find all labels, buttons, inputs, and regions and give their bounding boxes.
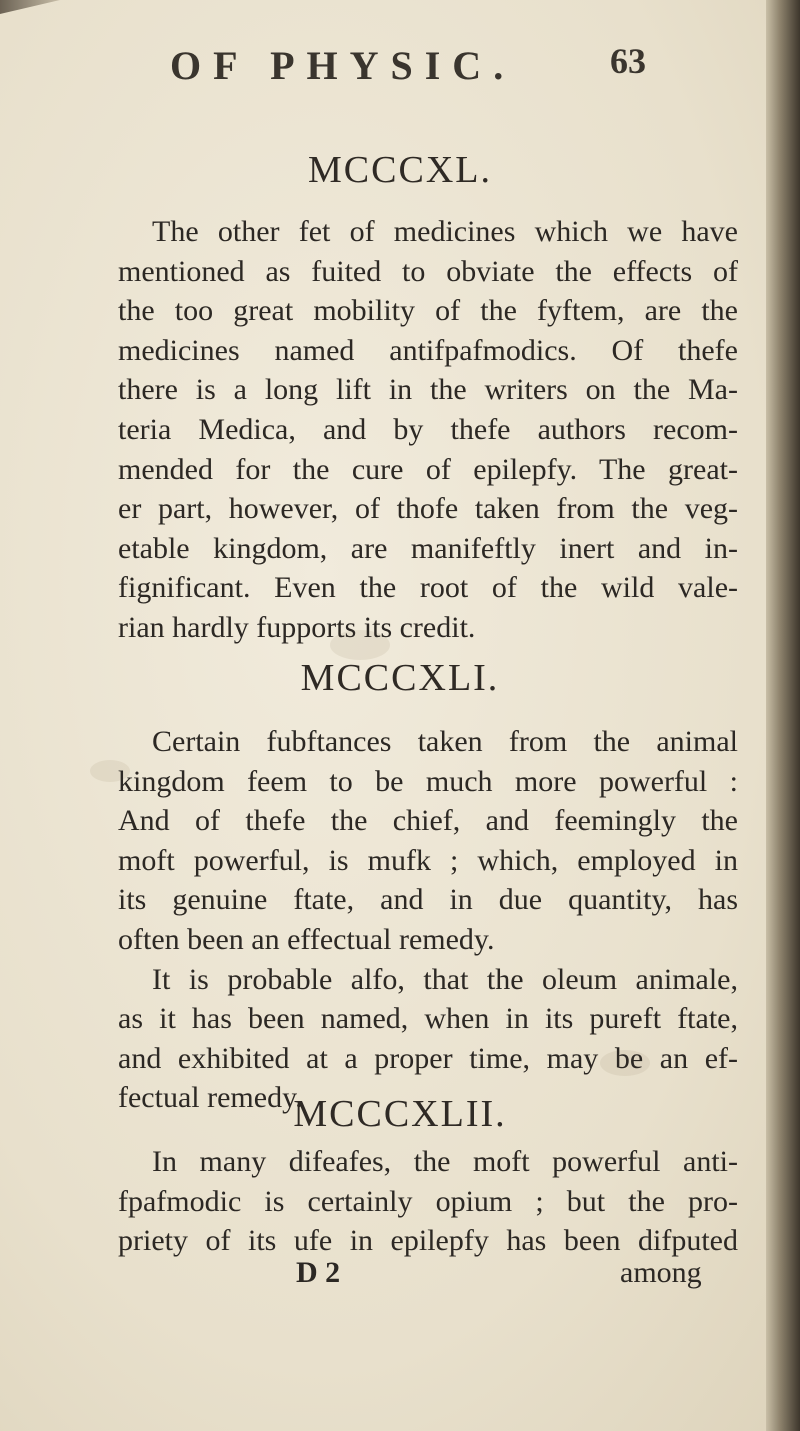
text-line: priety of its ufe in epilepfy has been difputed	[118, 1224, 738, 1258]
running-head: OF PHYSIC.	[170, 43, 516, 88]
text-line: mended for the cure of epilepfy. The great-	[118, 452, 738, 486]
section-heading-mcccxl: MCCCXL.	[308, 149, 492, 191]
text-line: etable kingdom, are manifeftly inert and in-	[118, 531, 738, 565]
section-heading-mcccxli: MCCCXLI.	[300, 657, 500, 699]
section-heading-mcccxlii: MCCCXLII.	[293, 1093, 507, 1135]
text-line: fignificant. Even the root of the wild vale-	[118, 571, 738, 605]
text-line: there is a long lift in the writers on the Ma-	[118, 373, 738, 407]
book-spine-shadow	[766, 0, 800, 1431]
text-line: medicines named antifpafmodics. Of thefe	[118, 333, 738, 367]
text-line: fpafmodic is certainly opium ; but the pro-	[118, 1184, 738, 1218]
text-line: often been an effectual remedy.	[118, 922, 495, 956]
text-line: In many difeafes, the moft powerful anti-	[152, 1145, 738, 1178]
page-number: 63	[610, 41, 646, 81]
text-line: teria Medica, and by thefe authors recom-	[118, 412, 738, 446]
section-body-mcccxl	[118, 212, 738, 648]
text-line: as it has been named, when in its pureft ftate,	[118, 1002, 738, 1036]
text-line: Certain fubftances taken from the animal	[152, 725, 738, 758]
text-line: and exhibited at a proper time, may be an ef-	[118, 1041, 738, 1075]
text-line: er part, however, of thofe taken from the veg-	[118, 492, 738, 526]
page-corner-shadow	[0, 0, 60, 14]
catchword: among	[620, 1256, 702, 1289]
text-line: mentioned as fuited to obviate the effects of	[118, 254, 738, 288]
text-line: moft powerful, is mufk ; which, employed in	[118, 843, 738, 877]
text-line: And of thefe the chief, and feemingly the	[118, 804, 738, 838]
signature-mark: D 2	[296, 1256, 341, 1289]
text-line: rian hardly fupports its credit.	[118, 610, 476, 644]
text-line: fectual remedy.	[118, 1081, 303, 1115]
section-body-mcccxlii	[118, 1142, 738, 1261]
text-line: kingdom feem to be much more powerful :	[118, 764, 738, 798]
text-line: It is probable alfo, that the oleum animale,	[152, 962, 738, 996]
section-body-mcccxli	[118, 722, 738, 1118]
text-line: the too great mobility of the fyftem, are the	[118, 294, 738, 328]
text-line: its genuine ftate, and in due quantity, has	[118, 883, 738, 917]
text-line: The other fet of medicines which we have	[152, 215, 738, 248]
